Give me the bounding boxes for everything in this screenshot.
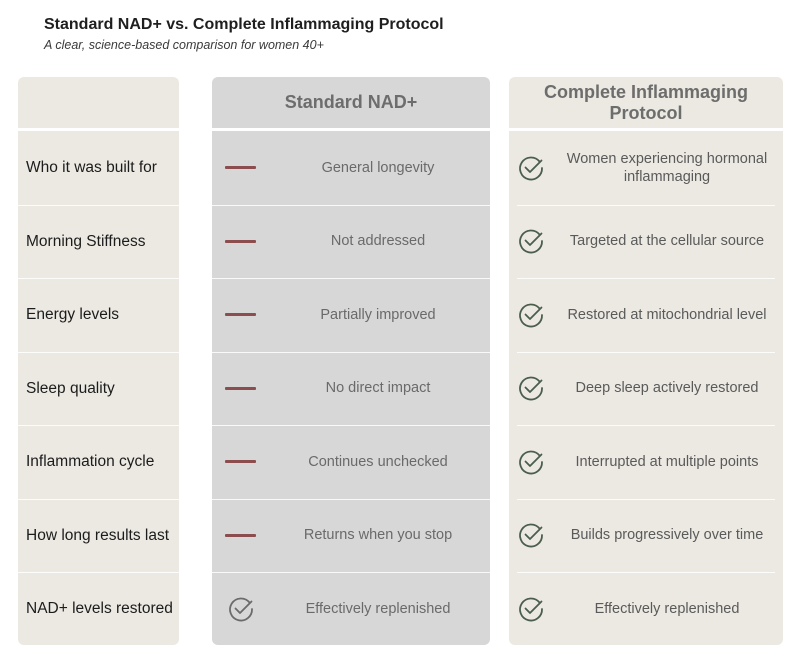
complete-value: Targeted at the cellular source [569, 233, 765, 250]
table-row-complete [509, 425, 783, 499]
check-icon [517, 301, 545, 329]
page-title: Standard NAD+ vs. Complete Inflammaging Protocol [44, 16, 444, 33]
table-row-complete [509, 352, 783, 426]
check-icon [227, 595, 255, 623]
table-row-standard [212, 425, 490, 499]
table-row-standard [212, 352, 490, 426]
table-row-label [18, 131, 179, 205]
table-row-complete [509, 499, 783, 573]
dash-icon [225, 240, 256, 243]
table-row-standard [212, 205, 490, 279]
dash-icon [225, 534, 256, 537]
standard-value: General longevity [321, 159, 435, 176]
table-row-standard [212, 131, 490, 205]
standard-value: Returns when you stop [303, 527, 453, 544]
table-row-label [18, 499, 179, 573]
row-label: How long results last [26, 526, 170, 544]
complete-value: Effectively replenished [594, 600, 740, 617]
standard-value: Not addressed [330, 233, 426, 250]
table-row-complete [509, 131, 783, 205]
table-row-standard [212, 499, 490, 573]
dash-icon [225, 387, 256, 390]
complete-protocol-column [509, 77, 783, 645]
check-icon [517, 374, 545, 402]
table-row-label [18, 572, 179, 646]
table-row-label [18, 352, 179, 426]
row-label: Morning Stiffness [26, 232, 146, 250]
standard-value: Continues unchecked [308, 453, 448, 470]
standard-nad-column [212, 77, 490, 645]
row-labels-column [18, 77, 179, 645]
row-label: Inflammation cycle [26, 453, 155, 471]
standard-value: No direct impact [325, 380, 431, 397]
complete-value: Interrupted at multiple points [575, 453, 759, 470]
dash-icon [225, 460, 256, 463]
table-row-label [18, 205, 179, 279]
standard-nad-header: Standard NAD+ [284, 92, 418, 112]
dash-icon [225, 313, 256, 316]
dash-icon [225, 166, 256, 169]
table-row-standard [212, 572, 490, 646]
table-row-label [18, 425, 179, 499]
row-label: Who it was built for [26, 159, 157, 177]
check-icon [517, 227, 545, 255]
check-icon [517, 154, 545, 182]
table-row-complete [509, 205, 783, 279]
table-row-complete [509, 572, 783, 646]
table-row-complete [509, 278, 783, 352]
row-label: NAD+ levels restored [26, 600, 173, 618]
table-row-standard [212, 278, 490, 352]
complete-value: Deep sleep actively restored [575, 380, 759, 397]
table-row-label [18, 278, 179, 352]
page-subtitle: A clear, science-based comparison for women 40+ [44, 38, 324, 52]
complete-value: Restored at mitochondrial level [567, 306, 767, 323]
complete-value: Women experiencing hormonal inflammaging [566, 150, 768, 185]
standard-value: Partially improved [320, 306, 436, 323]
row-label: Energy levels [26, 306, 120, 324]
complete-protocol-header: Complete Inflammaging Protocol [543, 81, 749, 123]
check-icon [517, 595, 545, 623]
complete-value: Builds progressively over time [570, 527, 764, 544]
standard-value: Effectively replenished [305, 600, 451, 617]
check-icon [517, 448, 545, 476]
check-icon [517, 521, 545, 549]
row-label: Sleep quality [26, 379, 115, 397]
